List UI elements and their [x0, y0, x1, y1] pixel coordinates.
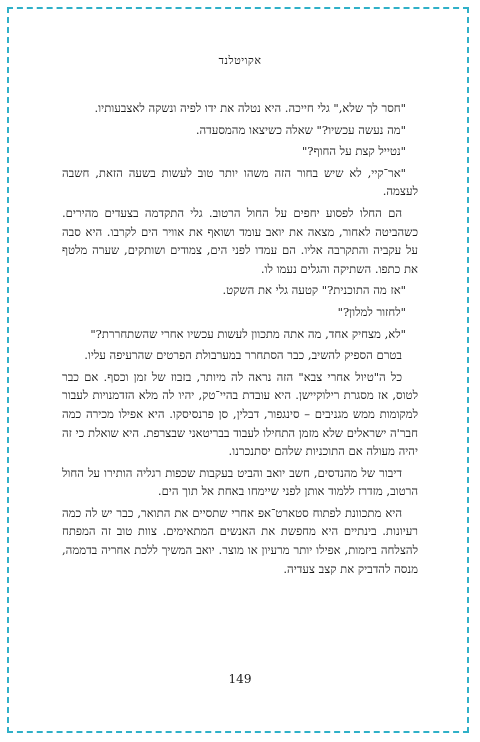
paragraph: "אז מה התוכנית?" קטעה גלי את השקט. [222, 283, 406, 298]
paragraph: "אר־קיי, לא שיש בחור הזה משהו יותר טוב לעשות בשעה הזאת, חשבה לעצמה. [62, 165, 418, 199]
paragraph: היא מתכוונת לפתוח סטארט־אפ אחרי שתסיים את התואר, כבר יש לה כמה רעיונות. בינתיים היא מחפשת את האנשים המתאימים. צוות טוב זה המפתח להצלחה ביזמות, אפילו יותר מרעיון או מוצר. יואב המשיך ללכת אחריה בדממה, מנסה להדביק את קצב צעדיה. [62, 505, 418, 576]
paragraph: דיבור של מהנדסים, חשב יואב והביט בעקבות שכפות רגליה הותירו על החול הרטוב, מזדרז ללמוד אותן לפני שיימחו באחת אל תוך הים. [62, 465, 418, 499]
running-head: אקויטלנד [218, 54, 262, 67]
paragraph: "חסר לך שלא," גלי חייכה. היא נטלה את ידו לפיה ונשקה לאצבעותיו. [94, 101, 406, 115]
paragraph: "לא, מצחיק אחד, מה אתה מתכוון לעשות עכשיו אחרי שהשתחררת?" [90, 326, 406, 341]
paragraph: "לחזור למלון?" [337, 304, 406, 319]
paragraph: בטרם הספיק להשיב, כבר הסתחרר במערבולת הפרטים שהרעיפה עליו. [84, 348, 402, 363]
paragraph: כל ה"טיול אחרי צבא" הזה נראה לה מיותר, בזבוז של זמן וכסף. אם כבר לטוס, אז מסגרת רילוקיישן. היא עובדת בהיי־טק, יהיו לה מלא הזדמנויות לעבור למקומות ממש מגניבים – סינגפור, דבלין, סן פרנסיסקו. היא אפילו מכירה כמה חבר'ה ישראלים שלא מזמן התחילו לעבוד בבריטאני שבצרפת. היא שואלת כי זה יהיה מעולה אם התוכניות שלהם יסתנכרנו. [62, 369, 418, 459]
paragraph: הם החלו לפסוע יחפים על החול הרטוב. גלי התקדמה בצעדים מהירים. כשהביטה לאחור, מצאה את יואב עומד ושואף את אוויר הים לקרבו. היא סבה על עקביה והתקרבה אליו. הם עמדו לפני הים, צמודים ושותקים, שערה מלטף את כתפו. השתיקה והגלים נעמו לו. [62, 205, 418, 276]
page-number: 149 [228, 672, 252, 686]
paragraph: "נטייל קצת על החוף?" [301, 144, 406, 159]
body-text [62, 99, 418, 581]
paragraph: "מה נעשה עכשיו?" שאלה כשיצאו מהמסעדה. [195, 122, 406, 137]
